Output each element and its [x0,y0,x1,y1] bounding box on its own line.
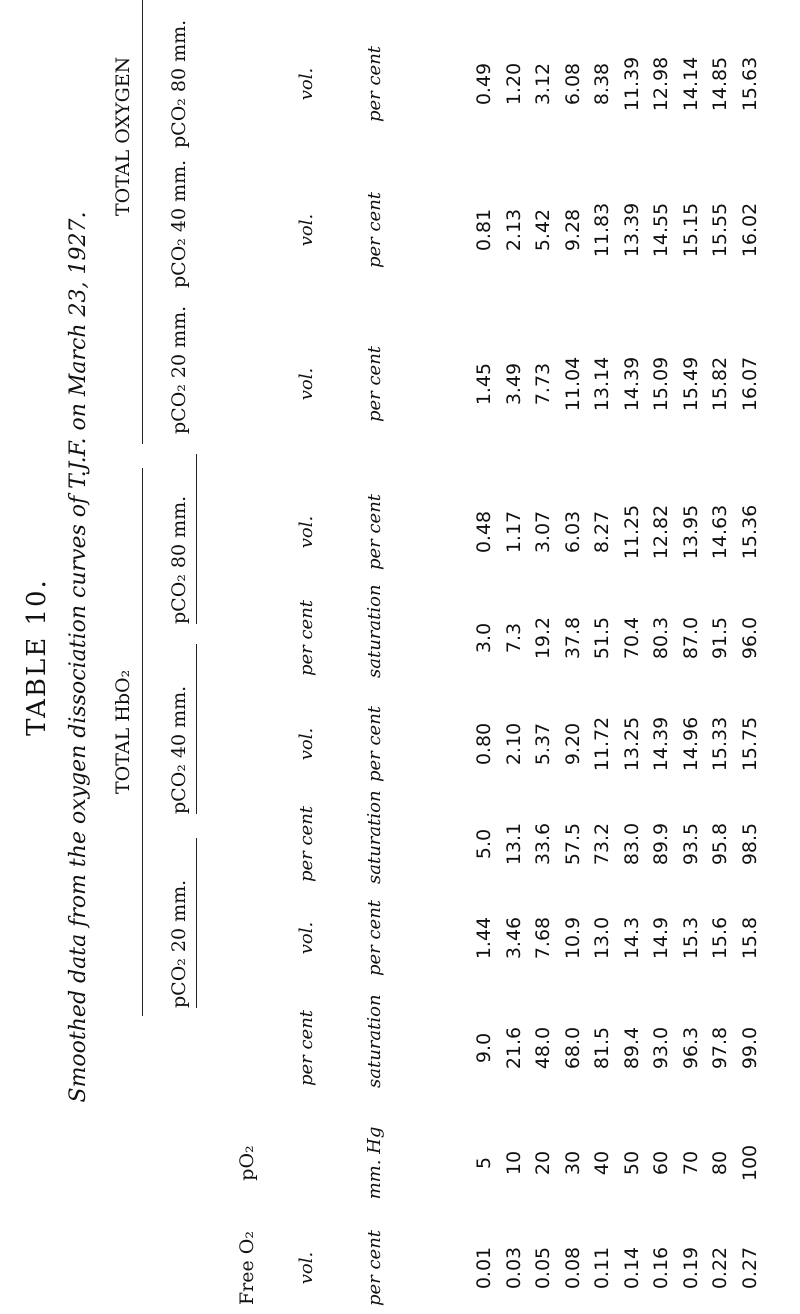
table-cell: 13.25 [620,716,643,772]
hbo2-80-vol-column [470,492,765,572]
h20-vol-unit-2: per cent [364,899,385,977]
table-cell: 11.25 [620,504,643,560]
table-cell: 98.5 [738,822,761,866]
ox40-unit-1: vol. [296,213,317,247]
ox-pco2-80-header: pCO₂ 80 mm. [168,19,190,148]
table-cell: 10.9 [561,916,584,960]
table-cell: 0.22 [709,1246,731,1290]
table-cell: 11.04 [561,356,584,412]
table-cell: 87.0 [679,616,702,660]
table-cell: 13.0 [591,916,613,960]
table-cell: 96.3 [679,1026,702,1070]
table-cell: 30 [561,1150,584,1176]
h20-sat-unit-1: per cent [296,1009,317,1087]
table-cell: 15.09 [650,356,672,412]
table-cell: 95.8 [709,822,731,866]
table-cell: 93.0 [650,1026,672,1070]
table-cell: 20 [532,1150,554,1176]
table-cell: 0.19 [679,1246,702,1290]
table-cell: 0.08 [561,1246,584,1290]
table-cell: 51.5 [591,616,613,660]
table-cell: 14.96 [679,716,702,772]
table-cell: 21.6 [502,1026,525,1070]
table-cell: 7.68 [532,916,554,960]
hbo2-pco2-40-rule [196,644,197,814]
table-cell: 5 [473,1156,495,1170]
hbo2-40-saturation-column [470,804,765,884]
table-cell: 6.08 [561,62,584,106]
table-cell: 15.63 [738,56,761,112]
table-cell: 13.95 [679,504,702,560]
table-cell: 15.36 [738,504,761,560]
table-cell: 15.6 [709,916,731,960]
ox80-unit-2: per cent [364,45,385,123]
table-cell: 3.49 [502,362,525,406]
ox-pco2-20-header: pCO₂ 20 mm. [168,305,190,434]
oxygen-group-rule [142,0,143,444]
table-cell: 8.38 [591,62,613,106]
table-cell: 0.01 [473,1246,495,1290]
table-cell: 6.03 [561,510,584,554]
table-cell: 97.8 [709,1026,731,1070]
free-o2-unit-per-cent: per cent [364,1229,385,1307]
h40-sat-unit-1: per cent [296,805,317,883]
po2-header: pO₂ [236,1145,258,1181]
table-cell: 13.39 [620,202,643,258]
table-cell: 19.2 [532,616,554,660]
table-cell: 5.37 [532,722,554,766]
table-cell: 0.48 [473,510,495,554]
table-cell: 16.02 [738,202,761,258]
table-cell: 15.49 [679,356,702,412]
ox80-unit-1: vol. [296,67,317,101]
table-subtitle: Smoothed data from the oxygen dissociation curves of T.J.F. on March 23, 1927. [66,211,91,1103]
table-cell: 73.2 [591,822,613,866]
hbo2-pco2-20-rule [196,838,197,1008]
table-cell: 60 [650,1150,672,1176]
table-cell: 81.5 [591,1026,613,1070]
hbo2-20-vol-column [470,898,765,978]
table-cell: 11.39 [620,56,643,112]
table-cell: 1.20 [502,62,525,106]
table-cell: 15.33 [709,716,731,772]
hbo2-pco2-80-rule [196,454,197,624]
table-cell: 14.39 [620,356,643,412]
table-cell: 2.10 [502,722,525,766]
table-cell: 3.12 [532,62,554,106]
table-cell: 89.9 [650,822,672,866]
free-o2-column [470,1228,765,1308]
table-cell: 12.98 [650,56,672,112]
po2-column [470,1108,765,1218]
table-cell: 15.82 [709,356,731,412]
h80-sat-unit-1: per cent [296,599,317,677]
hbo2-pco2-40-header: pCO₂ 40 mm. [168,685,190,814]
table-cell: 33.6 [532,822,554,866]
table-cell: 0.11 [591,1246,613,1290]
table-cell: 48.0 [532,1026,554,1070]
table-cell: 50 [620,1150,643,1176]
table-cell: 5.42 [532,208,554,252]
ox20-unit-1: vol. [296,367,317,401]
h40-vol-unit-2: per cent [364,705,385,783]
table-cell: 14.55 [650,202,672,258]
table-cell: 14.9 [650,916,672,960]
table-cell: 70 [679,1150,702,1176]
oxygen-20-column [470,334,765,434]
hbo2-pco2-80-header: pCO₂ 80 mm. [168,495,190,624]
ox20-unit-2: per cent [364,345,385,423]
ox40-unit-2: per cent [364,191,385,269]
table-cell: 83.0 [620,822,643,866]
table-cell: 7.3 [502,622,525,654]
table-cell: 14.14 [679,56,702,112]
table-cell: 100 [738,1144,761,1182]
table-cell: 13.1 [502,822,525,866]
table-cell: 16.07 [738,356,761,412]
table-cell: 3.0 [473,622,495,654]
table-cell: 2.13 [502,208,525,252]
hbo2-group-rule [142,468,143,1016]
table-cell: 0.16 [650,1246,672,1290]
table-cell: 1.44 [473,916,495,960]
table-cell: 80 [709,1150,731,1176]
table-cell: 0.80 [473,722,495,766]
table-cell: 15.15 [679,202,702,258]
table-cell: 15.3 [679,916,702,960]
table-cell: 15.55 [709,202,731,258]
table-cell: 0.27 [738,1246,761,1290]
h80-vol-unit-2: per cent [364,493,385,571]
h20-vol-unit-1: vol. [296,921,317,955]
oxygen-80-column [470,34,765,134]
table-cell: 40 [591,1150,613,1176]
total-oxygen-header: TOTAL OXYGEN [112,56,134,216]
table-cell: 0.81 [473,208,495,252]
table-cell: 14.85 [709,56,731,112]
table-cell: 9.20 [561,722,584,766]
total-hbo2-header: TOTAL HbO₂ [112,669,134,794]
table-cell: 80.3 [650,616,672,660]
table-cell: 91.5 [709,616,731,660]
table-cell: 15.75 [738,716,761,772]
oxygen-40-column [470,180,765,280]
table-cell: 93.5 [679,822,702,866]
table-cell: 89.4 [620,1026,643,1070]
table-cell: 14.39 [650,716,672,772]
table-cell: 11.72 [591,716,613,772]
table-cell: 15.8 [738,916,761,960]
hbo2-pco2-20-header: pCO₂ 20 mm. [168,879,190,1008]
table-cell: 99.0 [738,1026,761,1070]
table-cell: 3.46 [502,916,525,960]
h40-vol-unit-1: vol. [296,727,317,761]
table-cell: 0.03 [502,1246,525,1290]
ox-pco2-40-header: pCO₂ 40 mm. [168,159,190,288]
table-cell: 37.8 [561,616,584,660]
table-cell: 12.82 [650,504,672,560]
table-cell: 70.4 [620,616,643,660]
table-cell: 10 [502,1150,525,1176]
hbo2-80-saturation-column [470,598,765,678]
h80-vol-unit-1: vol. [296,515,317,549]
table-cell: 1.17 [502,510,525,554]
free-o2-header: Free O₂ [236,1231,258,1305]
table-cell: 3.07 [532,510,554,554]
table-cell: 1.45 [473,362,495,406]
table-cell: 7.73 [532,362,554,406]
table-cell: 68.0 [561,1026,584,1070]
table-cell: 96.0 [738,616,761,660]
table-cell: 0.05 [532,1246,554,1290]
hbo2-20-saturation-column [470,1008,765,1088]
free-o2-unit-vol: vol. [296,1251,317,1285]
h40-sat-unit-2: saturation [364,790,385,884]
table-cell: 9.28 [561,208,584,252]
h80-sat-unit-2: saturation [364,584,385,678]
table-cell: 11.83 [591,202,613,258]
table-cell: 9.0 [473,1032,495,1064]
table-cell: 14.3 [620,916,643,960]
table-cell: 5.0 [473,828,495,860]
h20-sat-unit-2: saturation [364,994,385,1088]
table-cell: 13.14 [591,356,613,412]
table-title: TABLE 10. [22,578,52,736]
po2-unit: mm. Hg [364,1126,385,1200]
table-cell: 0.49 [473,62,495,106]
table-cell: 8.27 [591,510,613,554]
table-cell: 14.63 [709,504,731,560]
table-cell: 57.5 [561,822,584,866]
hbo2-40-vol-column [470,704,765,784]
table-cell: 0.14 [620,1246,643,1290]
